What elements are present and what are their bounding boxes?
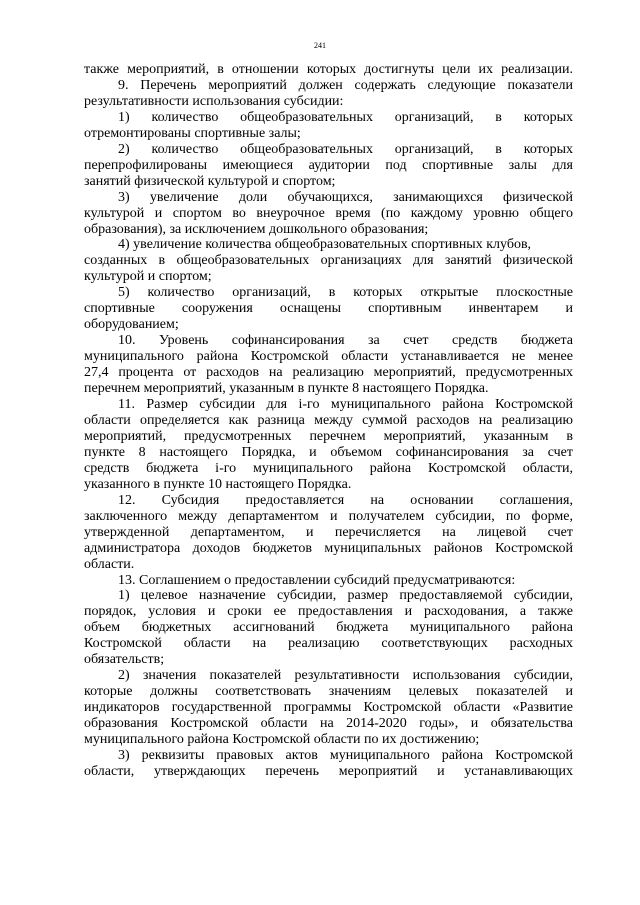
text-line: 2) значения показателей результативности использования субсидии, <box>118 668 573 684</box>
text-line: указанного в пункте 10 настоящего Порядка. <box>84 476 352 492</box>
text-line: перечнем мероприятий, указанным в пункте 8 настоящего Порядка. <box>84 381 489 397</box>
text-line: 13. Соглашением о предоставлении субсидий предусматриваются: <box>118 572 516 588</box>
text-line: результативности использования субсидии: <box>84 93 344 109</box>
text-line: 4) увеличение количества общеобразовательных спортивных клубов, <box>118 237 532 253</box>
text-line: перепрофилированы имеющиеся аудитории под спортивные залы для <box>84 157 573 173</box>
text-line: спортивные сооружения оснащены спортивным инвентарем и <box>84 301 573 317</box>
text-line: созданных в общеобразовательных организациях для занятий физической <box>84 253 573 269</box>
text-line: Костромской области на реализацию соответствующих расходных <box>84 636 573 652</box>
text-line: муниципального района Костромской области по их достижению; <box>84 732 480 748</box>
text-line: культурой и спортом во внеурочное время (по каждому уровню общего <box>84 205 573 221</box>
text-line: оборудованием; <box>84 317 179 333</box>
text-line: пункте 8 настоящего Порядка, и объемом софинансирования за счет <box>84 444 573 460</box>
text-line: также мероприятий, в отношении которых достигнуты цели их реализации. <box>84 62 573 77</box>
text-line: 1) целевое назначение субсидии, размер предоставляемой субсидии, <box>118 588 573 604</box>
text-line: отремонтированы спортивные залы; <box>84 125 301 141</box>
text-line: администратора доходов бюджетов муниципальных районов Костромской <box>84 540 573 556</box>
text-line: 10. Уровень софинансирования за счет средств бюджета <box>118 333 573 349</box>
text-line: области определяется как разница между суммой расходов на реализацию <box>84 412 573 428</box>
text-line: объем бюджетных ассигнований бюджета муниципального района <box>84 620 573 636</box>
text-line: образования Костромской области на 2014-2020 годы», и обязательства <box>84 716 573 732</box>
text-line: 27,4 процента от расходов на реализацию мероприятий, предусмотренных <box>84 365 573 381</box>
text-line: средств бюджета i-го муниципального района Костромской области, <box>84 460 573 476</box>
text-line: обязательств; <box>84 652 165 668</box>
text-line: индикаторов государственной программы Костромской области «Развитие <box>84 700 573 716</box>
text-line: муниципального района Костромской области устанавливается не менее <box>84 349 573 365</box>
text-line: утвержденной департаментом, и перечисляется на лицевой счет <box>84 524 573 540</box>
text-line: которые должны соответствовать значениям целевых показателей и <box>84 684 573 700</box>
text-line: мероприятий, предусмотренных перечнем мероприятий, указанным в <box>84 428 573 444</box>
text-line: 3) реквизиты правовых актов муниципального района Костромской <box>118 747 573 763</box>
text-line: области. <box>84 556 135 572</box>
document-body <box>84 62 573 780</box>
text-line: 2) количество общеобразовательных организаций, в которых <box>118 141 573 157</box>
text-line: порядок, условия и сроки ее предоставления и расходования, а также <box>84 604 573 620</box>
text-line: занятий физической культурой и спортом; <box>84 173 336 189</box>
text-line: образования), за исключением дошкольного образования; <box>84 221 429 237</box>
text-line: 5) количество организаций, в которых открытые плоскостные <box>118 285 573 301</box>
page-number: 241 <box>314 41 326 50</box>
text-line: заключенного между департаментом и получателем субсидии, по форме, <box>84 508 573 524</box>
text-line: 11. Размер субсидии для i-го муниципального района Костромской <box>118 397 573 413</box>
text-line: 3) увеличение доли обучающихся, занимающихся физической <box>118 189 573 205</box>
text-line: 1) количество общеобразовательных организаций, в которых <box>118 109 573 125</box>
text-line: культурой и спортом; <box>84 269 212 285</box>
text-line: области, утверждающих перечень мероприятий и устанавливающих <box>84 763 573 779</box>
text-line: 9. Перечень мероприятий должен содержать следующие показатели <box>118 77 573 93</box>
text-line: 12. Субсидия предоставляется на основании соглашения, <box>118 492 573 508</box>
